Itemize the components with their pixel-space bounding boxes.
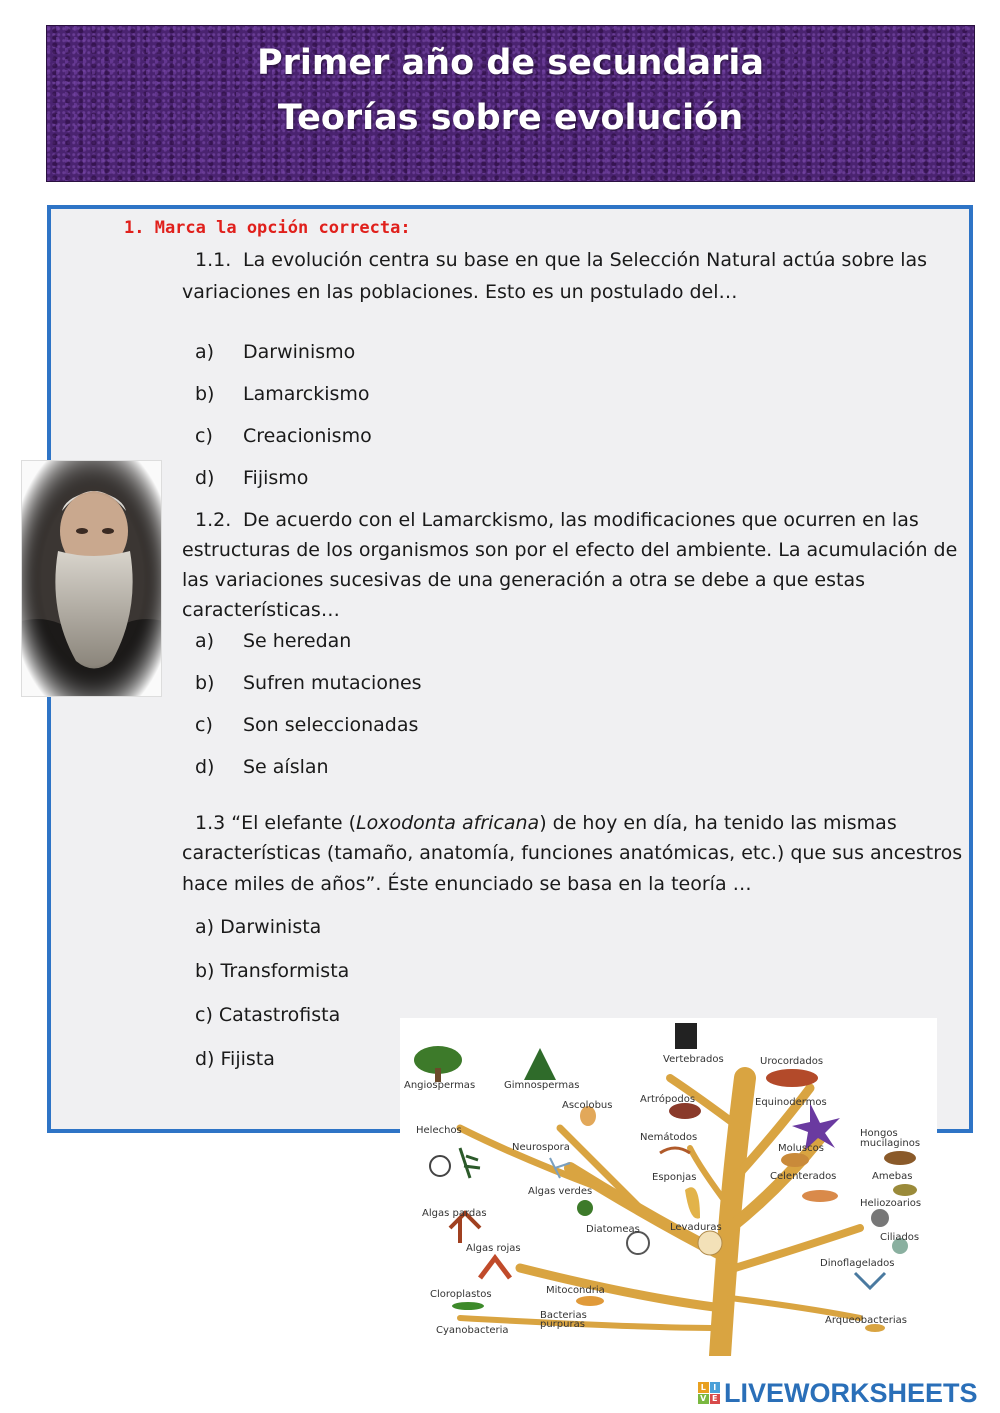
logo-badge-icon: L I V E bbox=[698, 1382, 720, 1404]
tree-label-cyanobacteria: Cyanobacteria bbox=[436, 1325, 509, 1336]
tree-of-life-image bbox=[400, 1018, 937, 1356]
tree-label-moluscos: Moluscos bbox=[778, 1143, 824, 1154]
tree-label-ciliados: Ciliados bbox=[880, 1232, 920, 1243]
question-1-2-line2: estructuras de los organismos son por el efecto del ambiente. La acumulación de bbox=[182, 539, 958, 561]
question-1-2-line1: 1.2. De acuerdo con el Lamarckismo, las modificaciones que ocurren en las bbox=[195, 505, 919, 535]
logo-text: LIVEWORKSHEETS bbox=[724, 1377, 978, 1408]
question-number: 1.1. bbox=[195, 249, 232, 271]
q3-option-c[interactable]: c) Catastrofista bbox=[195, 1004, 341, 1026]
tree-label-vertebrados: Vertebrados bbox=[663, 1054, 724, 1065]
tree-label-esponjas: Esponjas bbox=[652, 1172, 697, 1183]
liveworksheets-logo[interactable] bbox=[698, 1378, 978, 1408]
tree-label-urocordados: Urocordados bbox=[760, 1056, 824, 1067]
tree-label-diatomeas: Diatomeas bbox=[586, 1224, 640, 1235]
q3-option-b[interactable]: b) Transformista bbox=[195, 960, 350, 982]
tree-label-mucilaginos: mucilaginos bbox=[860, 1138, 921, 1149]
question-1-3-line1: 1.3 “El elefante (Loxodonta africana) de hoy en día, ha tenido las mismas bbox=[195, 812, 897, 834]
q1-option-d[interactable]: d) Fijismo bbox=[195, 467, 309, 489]
tree-label-gimnospermas: Gimnospermas bbox=[504, 1080, 580, 1091]
tree-label-neurospora: Neurospora bbox=[512, 1142, 570, 1153]
header-title-line2: Teorías sobre evolución bbox=[277, 98, 744, 138]
darwin-portrait-image bbox=[21, 460, 162, 697]
header-title-line1: Primer año de secundaria bbox=[256, 43, 764, 83]
phylogenetic-tree-illustration bbox=[400, 1018, 937, 1356]
tree-label-algas-pardas: Algas pardas bbox=[422, 1208, 487, 1219]
question-1-3-line3: hace miles de años”. Éste enunciado se basa en la teoría … bbox=[182, 873, 752, 895]
tree-label-helechos: Helechos bbox=[416, 1125, 462, 1136]
tree-label-angiospermas: Angiospermas bbox=[404, 1080, 476, 1091]
species-name: Loxodonta africana bbox=[356, 812, 540, 834]
tree-label-ascolobus: Ascolobus bbox=[562, 1100, 613, 1111]
tree-label-celenterados: Celenterados bbox=[770, 1171, 837, 1182]
header-banner bbox=[46, 25, 975, 182]
tree-label-equinodermos: Equinodermos bbox=[755, 1097, 827, 1108]
tree-label-bacterias: Bacterias bbox=[540, 1310, 587, 1321]
question-number: 1.2. bbox=[195, 509, 232, 531]
tree-label-dinoflagelados: Dinoflagelados bbox=[820, 1258, 895, 1269]
tree-label-arqueobacterias: Arqueobacterias bbox=[825, 1315, 908, 1326]
tree-label-levaduras: Levaduras bbox=[670, 1222, 722, 1233]
worksheet-card bbox=[47, 205, 973, 1133]
tree-label-mitocondria: Mitocondria bbox=[546, 1285, 605, 1296]
tree-label-algas-rojas: Algas rojas bbox=[466, 1243, 521, 1254]
tree-label-heliozoarios: Heliozoarios bbox=[860, 1198, 922, 1209]
q2-option-b[interactable]: b) Sufren mutaciones bbox=[195, 672, 422, 694]
tree-label-nematodos: Nemátodos bbox=[640, 1132, 698, 1143]
question-1-1-line2: variaciones en las poblaciones. Esto es un postulado del… bbox=[182, 281, 738, 303]
q2-option-d[interactable]: d) Se aíslan bbox=[195, 756, 329, 778]
question-1-2-line3: las variaciones sucesivas de una generación a otra se debe a que estas bbox=[182, 569, 866, 591]
tree-label-cloroplastos: Cloroplastos bbox=[430, 1289, 492, 1300]
q1-option-c[interactable]: c) Creacionismo bbox=[195, 425, 372, 447]
tree-label-purpuras: purpuras bbox=[540, 1319, 585, 1330]
q1-option-b[interactable]: b) Lamarckismo bbox=[195, 383, 370, 405]
q3-option-d[interactable]: d) Fijista bbox=[195, 1048, 275, 1070]
section-title: 1. Marca la opción correcta: bbox=[124, 218, 411, 238]
question-1-1-line1: 1.1. La evolución centra su base en que la Selección Natural actúa sobre las bbox=[195, 245, 927, 275]
q2-option-c[interactable]: c) Son seleccionadas bbox=[195, 714, 419, 736]
portrait-illustration bbox=[22, 461, 162, 697]
question-1-3-line2: características (tamaño, anatomía, funciones anatómicas, etc.) que sus ancestros bbox=[182, 842, 963, 864]
tree-label-artropodos: Artrópodos bbox=[640, 1094, 696, 1105]
tree-label-hongos: Hongos bbox=[860, 1128, 898, 1139]
tree-label-algas-verdes: Algas verdes bbox=[528, 1186, 593, 1197]
q3-option-a[interactable]: a) Darwinista bbox=[195, 916, 322, 938]
tree-label-amebas: Amebas bbox=[872, 1171, 913, 1182]
q1-option-a[interactable]: a) Darwinismo bbox=[195, 341, 356, 363]
q2-option-a[interactable]: a) Se heredan bbox=[195, 630, 352, 652]
question-1-2-line4: características… bbox=[182, 599, 340, 621]
